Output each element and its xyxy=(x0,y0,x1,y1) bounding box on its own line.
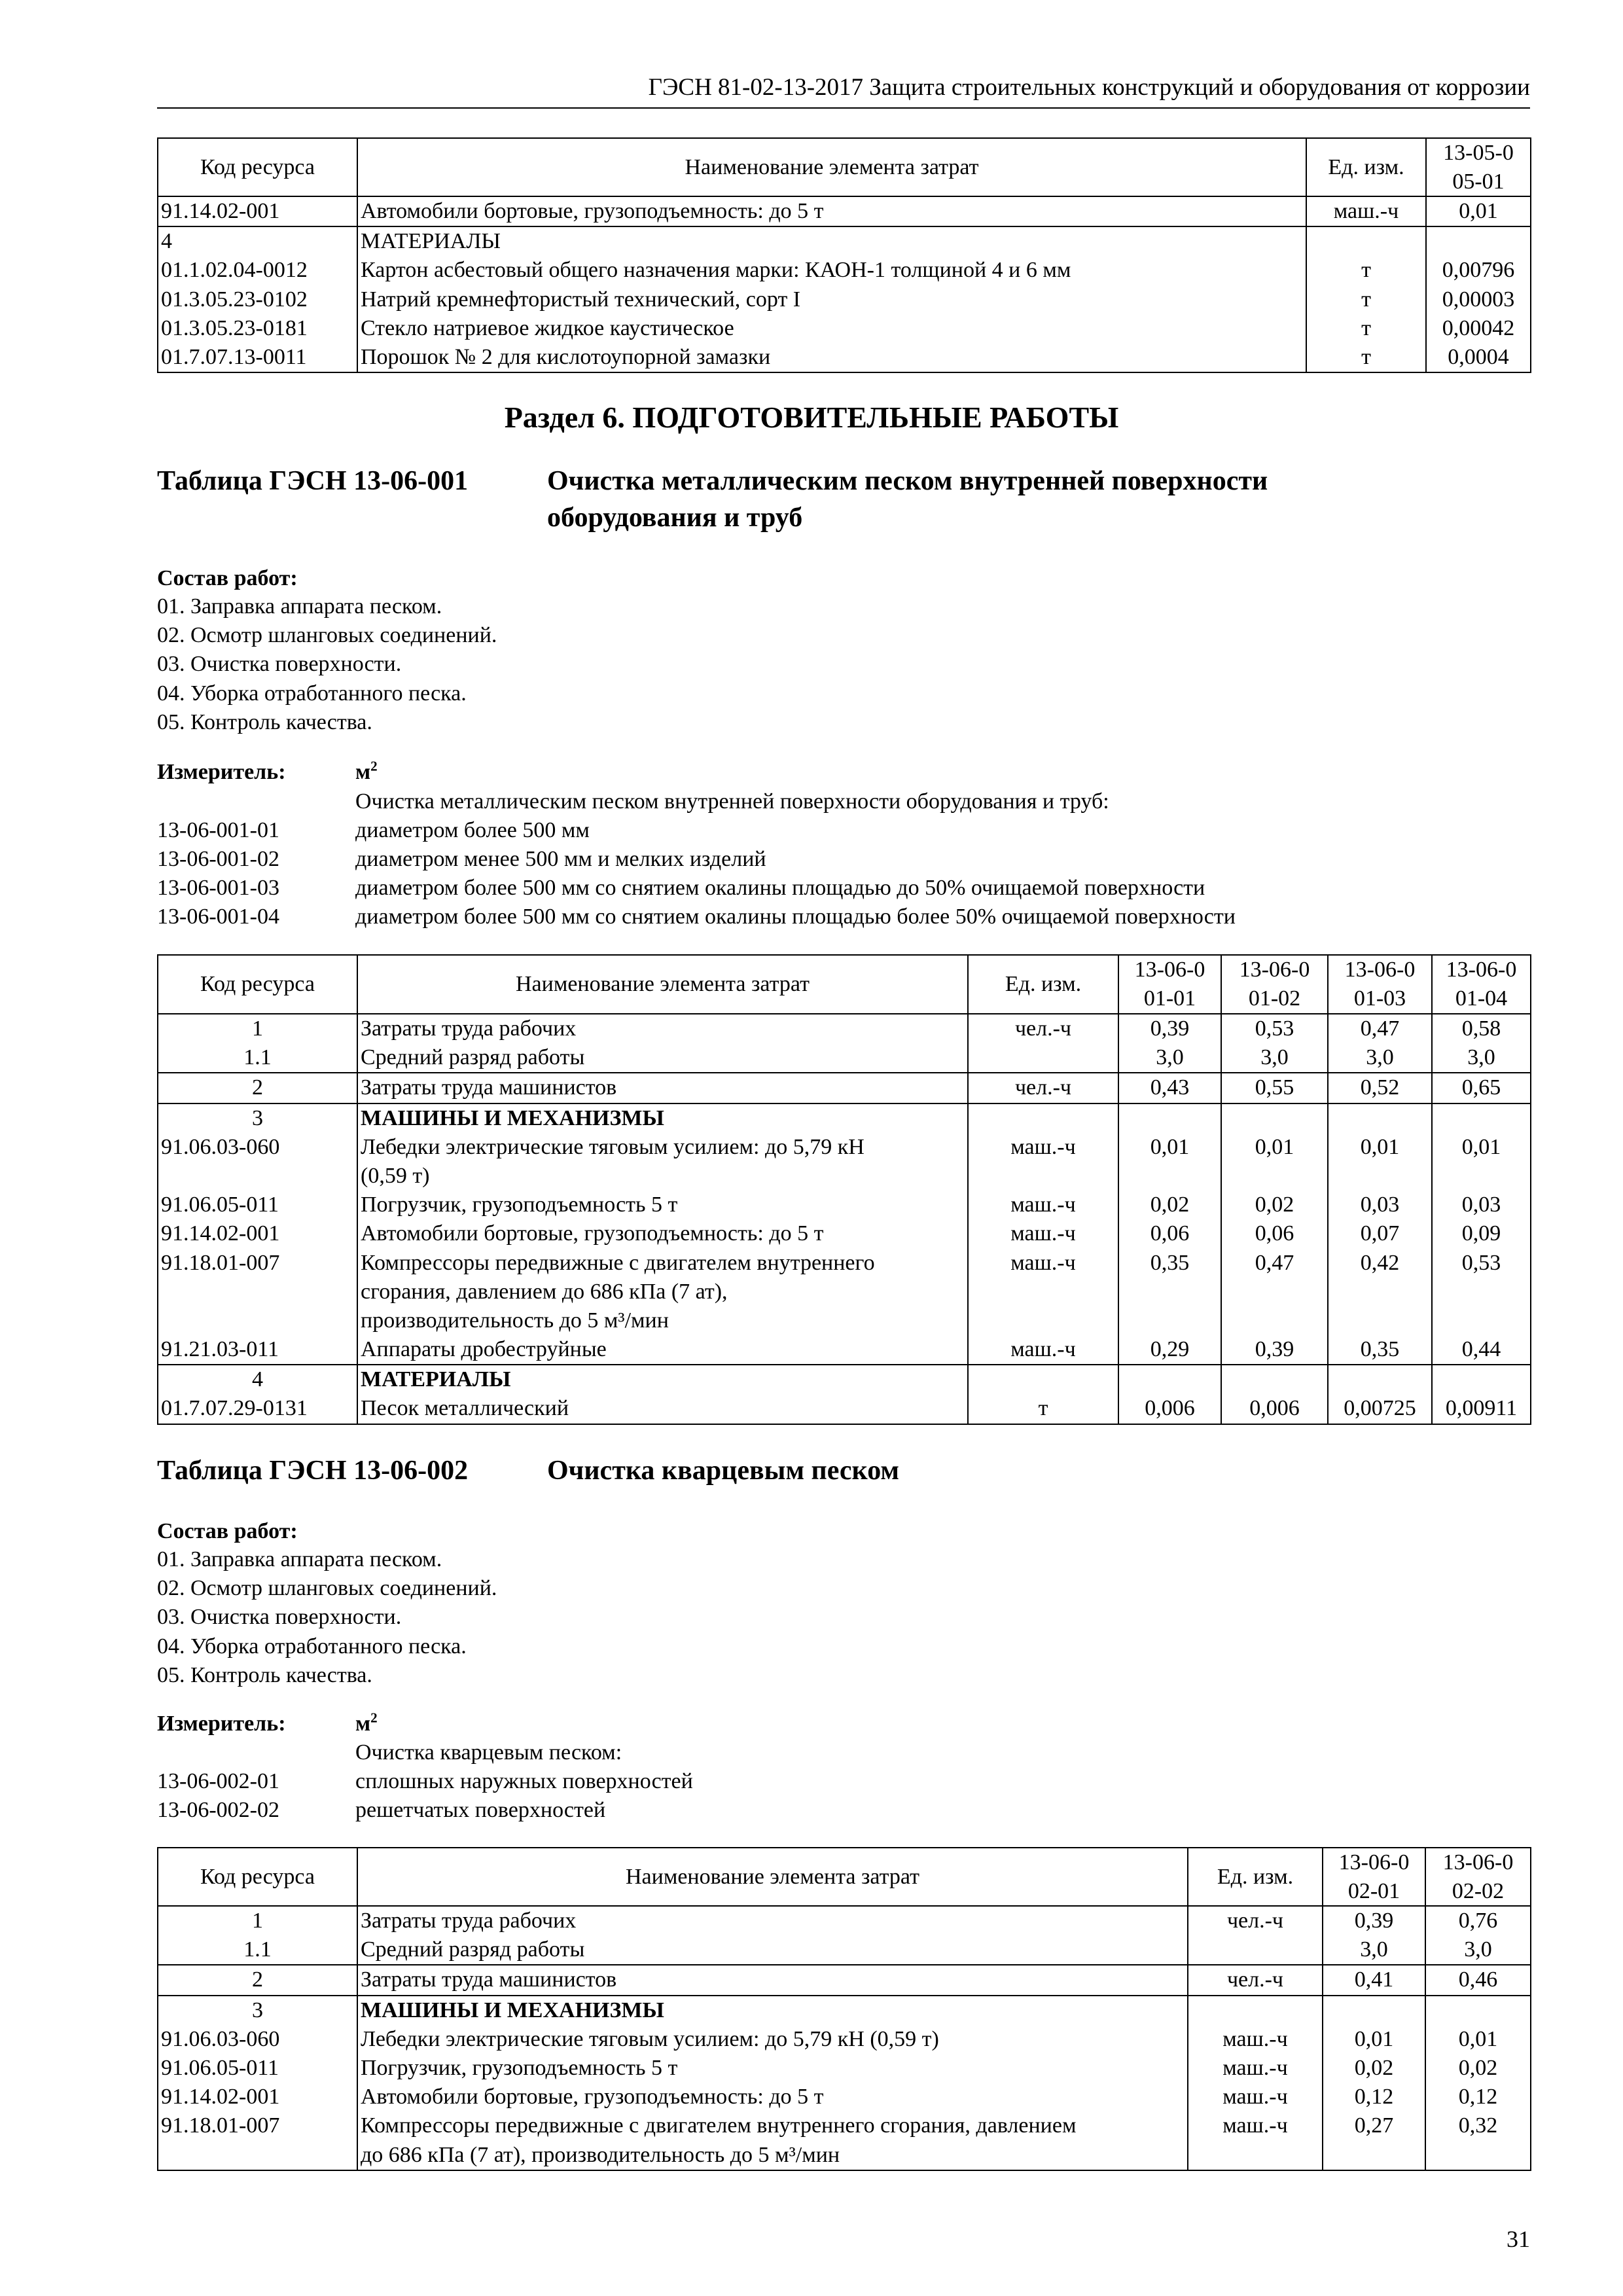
work-item: 01. Заправка аппарата песком. xyxy=(157,1547,442,1571)
col-header-code: Код ресурса xyxy=(158,955,357,1014)
resource-code-cell: 1.1 xyxy=(158,1935,357,1965)
value-cell: 0,01 xyxy=(1323,2025,1425,2054)
table-row xyxy=(158,1191,1531,1219)
value-cell: 3,0 xyxy=(1425,1935,1531,1965)
col-header-variant xyxy=(1425,1848,1531,1906)
resource-code-cell: 91.06.05-011 xyxy=(158,1191,357,1219)
cost-element-name-cell: Затраты труда машинистов xyxy=(357,1965,1188,1995)
variant-description: диаметром более 500 мм со снятием окалины площадью более 50% очищаемой поверхности xyxy=(355,905,1236,929)
unit-cell xyxy=(968,1043,1118,1073)
measure-description: Очистка металлическим песком внутренней поверхности оборудования и труб: xyxy=(355,789,1109,814)
cost-element-name-cell: Погрузчик, грузоподъемность 5 т xyxy=(357,2054,1188,2083)
value-cell xyxy=(1432,1365,1531,1394)
resource-code-cell: 01.1.02.04-0012 xyxy=(158,256,357,285)
value-cell xyxy=(1425,1996,1531,2025)
col-header-unit: Ед. изм. xyxy=(968,955,1118,1014)
table-row xyxy=(158,1335,1531,1365)
resource-code-cell: 91.18.01-007 xyxy=(158,2111,357,2170)
resource-code-cell: 01.3.05.23-0181 xyxy=(158,314,357,343)
unit-cell: чел.-ч xyxy=(968,1073,1118,1103)
work-item: 02. Осмотр шланговых соединений. xyxy=(157,1576,497,1601)
table-header-row xyxy=(158,955,1531,1014)
variant-description: диаметром более 500 мм xyxy=(355,818,590,842)
unit-cell: т xyxy=(1306,256,1426,285)
variant-code: 13-06-001-02 xyxy=(1239,958,1310,1011)
name-line: сгорания, давлением до 686 кПа (7 ат), xyxy=(361,1279,728,1304)
resource-code-cell: 91.21.03-011 xyxy=(158,1335,357,1365)
value-cell: 0,00911 xyxy=(1432,1394,1531,1424)
table-row xyxy=(158,1906,1531,1935)
table1-title-line2: оборудования и труб xyxy=(547,503,803,533)
resource-code-cell: 1 xyxy=(158,1014,357,1043)
value-cell: 0,03 xyxy=(1432,1191,1531,1219)
value-cell: 0,00042 xyxy=(1426,314,1531,343)
table-row xyxy=(158,2054,1531,2083)
resource-code-cell: 91.14.02-001 xyxy=(158,1219,357,1248)
table-row xyxy=(158,1935,1531,1965)
table2-body xyxy=(158,1906,1531,2170)
cost-element-name-cell: Автомобили бортовые, грузоподъемность: до 5 т xyxy=(357,196,1306,226)
table-row xyxy=(158,1965,1531,1995)
value-cell: 0,29 xyxy=(1118,1335,1221,1365)
table-row xyxy=(158,1043,1531,1073)
cost-element-name-cell xyxy=(357,1133,968,1191)
resource-table-13-06-002 xyxy=(157,1847,1531,2171)
variant-code: 13-05-005-01 xyxy=(1443,141,1514,194)
unit-cell: маш.-ч xyxy=(1188,2111,1323,2170)
variant-code: 13-06-002-02 xyxy=(1442,1850,1514,1903)
table-row xyxy=(158,314,1531,343)
resource-code-cell: 1 xyxy=(158,1906,357,1935)
resource-code-cell: 01.7.07.29-0131 xyxy=(158,1394,357,1424)
variant-code: 13-06-001-01 xyxy=(1134,958,1205,1011)
cost-element-name-cell xyxy=(357,2111,1188,2170)
unit-cell: маш.-ч xyxy=(1188,2054,1323,2083)
cost-element-name-cell: Автомобили бортовые, грузоподъемность: до 5 т xyxy=(357,2083,1188,2111)
value-cell: 0,35 xyxy=(1328,1335,1432,1365)
value-cell: 0,01 xyxy=(1432,1133,1531,1191)
value-cell: 0,35 xyxy=(1118,1249,1221,1336)
value-cell: 0,47 xyxy=(1221,1249,1328,1336)
name-line: Компрессоры передвижные с двигателем внутреннего сгорания, давлением xyxy=(361,2113,1077,2138)
resource-code-cell: 01.3.05.23-0102 xyxy=(158,285,357,314)
unit-cell: маш.-ч xyxy=(1188,2083,1323,2111)
col-header-unit: Ед. изм. xyxy=(1306,138,1426,196)
value-cell: 3,0 xyxy=(1118,1043,1221,1073)
value-cell: 3,0 xyxy=(1323,1935,1425,1965)
cost-element-name-cell: МАТЕРИАЛЫ xyxy=(357,1365,968,1394)
value-cell: 0,27 xyxy=(1323,2111,1425,2170)
col-header-unit: Ед. изм. xyxy=(1188,1848,1323,1906)
table-row xyxy=(158,285,1531,314)
resource-code-cell: 91.06.03-060 xyxy=(158,2025,357,2054)
cost-element-name-cell: МАШИНЫ И МЕХАНИЗМЫ xyxy=(357,1996,1188,2025)
col-header-name: Наименование элемента затрат xyxy=(357,138,1306,196)
cost-element-name-cell: Стекло натриевое жидкое каустическое xyxy=(357,314,1306,343)
unit-cell: маш.-ч xyxy=(968,1335,1118,1365)
value-cell xyxy=(1323,1996,1425,2025)
table-row xyxy=(158,1073,1531,1103)
cost-element-name-cell: Затраты труда рабочих xyxy=(357,1906,1188,1935)
col-header-variant xyxy=(1328,955,1432,1014)
value-cell: 0,03 xyxy=(1328,1191,1432,1219)
name-line: до 686 кПа (7 ат), производительность до 5 м³/мин xyxy=(361,2142,840,2167)
table2-label: Таблица ГЭСН 13-06-002 xyxy=(157,1456,469,1486)
name-line: Лебедки электрические тяговым усилием: до 5,79 кН xyxy=(361,1134,865,1159)
unit-cell xyxy=(1306,226,1426,256)
value-cell: 0,01 xyxy=(1118,1133,1221,1191)
work-item: 02. Осмотр шланговых соединений. xyxy=(157,623,497,648)
cost-element-name-cell: Средний разряд работы xyxy=(357,1043,968,1073)
unit-cell xyxy=(1188,1935,1323,1965)
measure-unit-base: м xyxy=(355,760,371,784)
value-cell: 0,07 xyxy=(1328,1219,1432,1248)
variant-code: 13-06-002-02 xyxy=(157,1798,279,1822)
table-row xyxy=(158,1014,1531,1043)
value-cell xyxy=(1432,1103,1531,1133)
value-cell: 0,02 xyxy=(1118,1191,1221,1219)
unit-cell: т xyxy=(1306,343,1426,372)
unit-cell: чел.-ч xyxy=(968,1014,1118,1043)
measure-unit-base: м xyxy=(355,1712,371,1736)
unit-cell: т xyxy=(1306,285,1426,314)
table-row xyxy=(158,1103,1531,1133)
table-row xyxy=(158,1219,1531,1248)
resource-code-cell: 2 xyxy=(158,1965,357,1995)
resource-code-cell: 91.18.01-007 xyxy=(158,1249,357,1336)
value-cell: 0,01 xyxy=(1425,2025,1531,2054)
table-row xyxy=(158,1365,1531,1394)
resource-code-cell: 91.06.03-060 xyxy=(158,1133,357,1191)
value-cell: 0,006 xyxy=(1118,1394,1221,1424)
unit-cell xyxy=(1188,1996,1323,2025)
table-row xyxy=(158,1394,1531,1424)
resource-code-cell: 1.1 xyxy=(158,1043,357,1073)
value-cell: 3,0 xyxy=(1328,1043,1432,1073)
value-cell: 0,12 xyxy=(1323,2083,1425,2111)
cost-element-name-cell xyxy=(357,1249,968,1336)
cost-element-name-cell: Затраты труда рабочих xyxy=(357,1014,968,1043)
cost-element-name-cell: Автомобили бортовые, грузоподъемность: до 5 т xyxy=(357,1219,968,1248)
value-cell: 0,58 xyxy=(1432,1014,1531,1043)
resource-table-13-05-005 xyxy=(157,137,1531,373)
cost-element-name-cell: Натрий кремнефтористый технический, сорт I xyxy=(357,285,1306,314)
value-cell: 0,41 xyxy=(1323,1965,1425,1995)
variant-description: диаметром более 500 мм со снятием окалины площадью до 50% очищаемой поверхности xyxy=(355,876,1205,900)
value-cell xyxy=(1221,1365,1328,1394)
table-row xyxy=(158,1249,1531,1336)
unit-cell: чел.-ч xyxy=(1188,1965,1323,1995)
cost-element-name-cell: Песок металлический xyxy=(357,1394,968,1424)
value-cell: 0,39 xyxy=(1323,1906,1425,1935)
work-item: 03. Очистка поверхности. xyxy=(157,652,402,677)
cost-element-name-cell: Погрузчик, грузоподъемность 5 т xyxy=(357,1191,968,1219)
variant-code: 13-06-001-02 xyxy=(157,847,279,871)
col-header-variant xyxy=(1221,955,1328,1014)
value-cell xyxy=(1118,1103,1221,1133)
work-composition-list xyxy=(157,592,497,737)
resource-code-cell: 3 xyxy=(158,1996,357,2025)
table-header-row xyxy=(158,1848,1531,1906)
measure-unit-sup: 2 xyxy=(370,758,378,774)
value-cell: 0,02 xyxy=(1425,2054,1531,2083)
table-row xyxy=(158,226,1531,256)
value-cell: 0,06 xyxy=(1221,1219,1328,1248)
value-cell: 0,01 xyxy=(1328,1133,1432,1191)
value-cell: 0,00725 xyxy=(1328,1394,1432,1424)
resource-code-cell: 91.14.02-001 xyxy=(158,196,357,226)
cost-element-name-cell: Аппараты дробеструйные xyxy=(357,1335,968,1365)
table1-title-line1: Очистка металлическим песком внутренней поверхности xyxy=(547,466,1268,496)
unit-cell: т xyxy=(968,1394,1118,1424)
variant-description: диаметром менее 500 мм и мелких изделий xyxy=(355,847,766,871)
cost-element-name-cell: Затраты труда машинистов xyxy=(357,1073,968,1103)
cost-element-name-cell: Средний разряд работы xyxy=(357,1935,1188,1965)
measure-label: Измеритель: xyxy=(157,760,286,784)
resource-code-cell: 4 xyxy=(158,226,357,256)
col-header-code: Код ресурса xyxy=(158,1848,357,1906)
unit-cell xyxy=(968,1365,1118,1394)
value-cell: 3,0 xyxy=(1432,1043,1531,1073)
table1-label: Таблица ГЭСН 13-06-001 xyxy=(157,466,469,496)
value-cell: 0,32 xyxy=(1425,2111,1531,2170)
value-cell: 0,46 xyxy=(1425,1965,1531,1995)
value-cell: 0,12 xyxy=(1425,2083,1531,2111)
resource-code-cell: 91.14.02-001 xyxy=(158,2083,357,2111)
value-cell: 3,0 xyxy=(1221,1043,1328,1073)
table2-title-line1: Очистка кварцевым песком xyxy=(547,1456,900,1486)
value-cell xyxy=(1118,1365,1221,1394)
value-cell: 0,09 xyxy=(1432,1219,1531,1248)
value-cell: 0,55 xyxy=(1221,1073,1328,1103)
variant-description: сплошных наружных поверхностей xyxy=(355,1769,693,1793)
table-row xyxy=(158,2083,1531,2111)
work-item: 05. Контроль качества. xyxy=(157,709,372,734)
value-cell: 0,65 xyxy=(1432,1073,1531,1103)
measure-unit-sup: 2 xyxy=(370,1710,378,1726)
unit-cell: маш.-ч xyxy=(968,1191,1118,1219)
table-row xyxy=(158,1996,1531,2025)
col-header-variant xyxy=(1432,955,1531,1014)
unit-cell xyxy=(968,1103,1118,1133)
variant-code: 13-06-001-03 xyxy=(157,876,279,900)
table-row xyxy=(158,2111,1531,2170)
resource-code-cell: 2 xyxy=(158,1073,357,1103)
value-cell: 0,00796 xyxy=(1426,256,1531,285)
cost-element-name-cell: МАШИНЫ И МЕХАНИЗМЫ xyxy=(357,1103,968,1133)
value-cell xyxy=(1328,1103,1432,1133)
value-cell: 0,01 xyxy=(1221,1133,1328,1191)
value-cell: 0,02 xyxy=(1323,2054,1425,2083)
work-item: 01. Заправка аппарата песком. xyxy=(157,594,442,619)
variant-code: 13-06-001-01 xyxy=(157,818,279,842)
value-cell: 0,42 xyxy=(1328,1249,1432,1336)
col-header-name: Наименование элемента затрат xyxy=(357,1848,1188,1906)
resource-table-13-06-001 xyxy=(157,954,1531,1425)
measure-unit xyxy=(355,758,378,787)
resource-code-cell: 91.06.05-011 xyxy=(158,2054,357,2083)
value-cell: 0,44 xyxy=(1432,1335,1531,1365)
name-line: Компрессоры передвижные с двигателем внутреннего xyxy=(361,1250,875,1275)
name-line: производительность до 5 м³/мин xyxy=(361,1308,669,1333)
resource-code-cell: 01.7.07.13-0011 xyxy=(158,343,357,372)
value-cell xyxy=(1426,226,1531,256)
value-cell: 0,43 xyxy=(1118,1073,1221,1103)
value-cell xyxy=(1221,1103,1328,1133)
variant-description: решетчатых поверхностей xyxy=(355,1798,606,1822)
work-composition-list xyxy=(157,1545,497,1690)
section-title: Раздел 6. ПОДГОТОВИТЕЛЬНЫЕ РАБОТЫ xyxy=(504,401,1119,434)
value-cell: 0,39 xyxy=(1221,1335,1328,1365)
value-cell: 0,01 xyxy=(1426,196,1531,226)
unit-cell: чел.-ч xyxy=(1188,1906,1323,1935)
value-cell: 0,006 xyxy=(1221,1394,1328,1424)
value-cell: 0,00003 xyxy=(1426,285,1531,314)
unit-cell: маш.-ч xyxy=(1306,196,1426,226)
work-item: 04. Уборка отработанного песка. xyxy=(157,681,467,706)
col-header-name: Наименование элемента затрат xyxy=(357,955,968,1014)
table-row xyxy=(158,196,1531,226)
col-header-variant xyxy=(1323,1848,1425,1906)
value-cell: 0,02 xyxy=(1221,1191,1328,1219)
name-line: (0,59 т) xyxy=(361,1163,430,1188)
value-cell: 0,0004 xyxy=(1426,343,1531,372)
value-cell: 0,76 xyxy=(1425,1906,1531,1935)
table-row xyxy=(158,2025,1531,2054)
work-composition-label: Состав работ: xyxy=(157,566,298,590)
value-cell: 0,39 xyxy=(1118,1014,1221,1043)
unit-cell: маш.-ч xyxy=(1188,2025,1323,2054)
work-composition-label: Состав работ: xyxy=(157,1519,298,1543)
table-row xyxy=(158,343,1531,372)
work-item: 05. Контроль качества. xyxy=(157,1662,372,1687)
measure-unit xyxy=(355,1710,378,1738)
cost-element-name-cell: Картон асбестовый общего назначения марки: КАОН-1 толщиной 4 и 6 мм xyxy=(357,256,1306,285)
work-item: 03. Очистка поверхности. xyxy=(157,1605,402,1630)
variant-code: 13-06-002-01 xyxy=(1338,1850,1410,1903)
col-header-variant xyxy=(1118,955,1221,1014)
unit-cell: маш.-ч xyxy=(968,1219,1118,1248)
cost-element-name-cell: Лебедки электрические тяговым усилием: до 5,79 кН (0,59 т) xyxy=(357,2025,1188,2054)
header-rule xyxy=(157,107,1530,109)
value-cell xyxy=(1328,1365,1432,1394)
value-cell: 0,47 xyxy=(1328,1014,1432,1043)
variant-code: 13-06-002-01 xyxy=(157,1769,279,1793)
top-table-body xyxy=(158,196,1531,372)
running-header: ГЭСН 81-02-13-2017 Защита строительных конструкций и оборудования от коррозии xyxy=(648,74,1530,101)
variant-code: 13-06-001-03 xyxy=(1344,958,1416,1011)
table-header-row xyxy=(158,138,1531,196)
measure-description: Очистка кварцевым песком: xyxy=(355,1740,622,1765)
unit-cell: маш.-ч xyxy=(968,1249,1118,1336)
page-number: 31 xyxy=(1507,2226,1530,2252)
value-cell: 0,52 xyxy=(1328,1073,1432,1103)
unit-cell: маш.-ч xyxy=(968,1133,1118,1191)
variant-code: 13-06-001-04 xyxy=(157,905,279,929)
table1-body xyxy=(158,1014,1531,1424)
cost-element-name-cell: МАТЕРИАЛЫ xyxy=(357,226,1306,256)
col-header-code: Код ресурса xyxy=(158,138,357,196)
variant-code: 13-06-001-04 xyxy=(1446,958,1517,1011)
value-cell: 0,06 xyxy=(1118,1219,1221,1248)
value-cell: 0,53 xyxy=(1221,1014,1328,1043)
measure-label: Измеритель: xyxy=(157,1712,286,1736)
col-header-variant xyxy=(1426,138,1531,196)
cost-element-name-cell: Порошок № 2 для кислотоупорной замазки xyxy=(357,343,1306,372)
table-row xyxy=(158,1133,1531,1191)
resource-code-cell: 4 xyxy=(158,1365,357,1394)
resource-code-cell: 3 xyxy=(158,1103,357,1133)
unit-cell: т xyxy=(1306,314,1426,343)
work-item: 04. Уборка отработанного песка. xyxy=(157,1634,467,1659)
table-row xyxy=(158,256,1531,285)
value-cell: 0,53 xyxy=(1432,1249,1531,1336)
